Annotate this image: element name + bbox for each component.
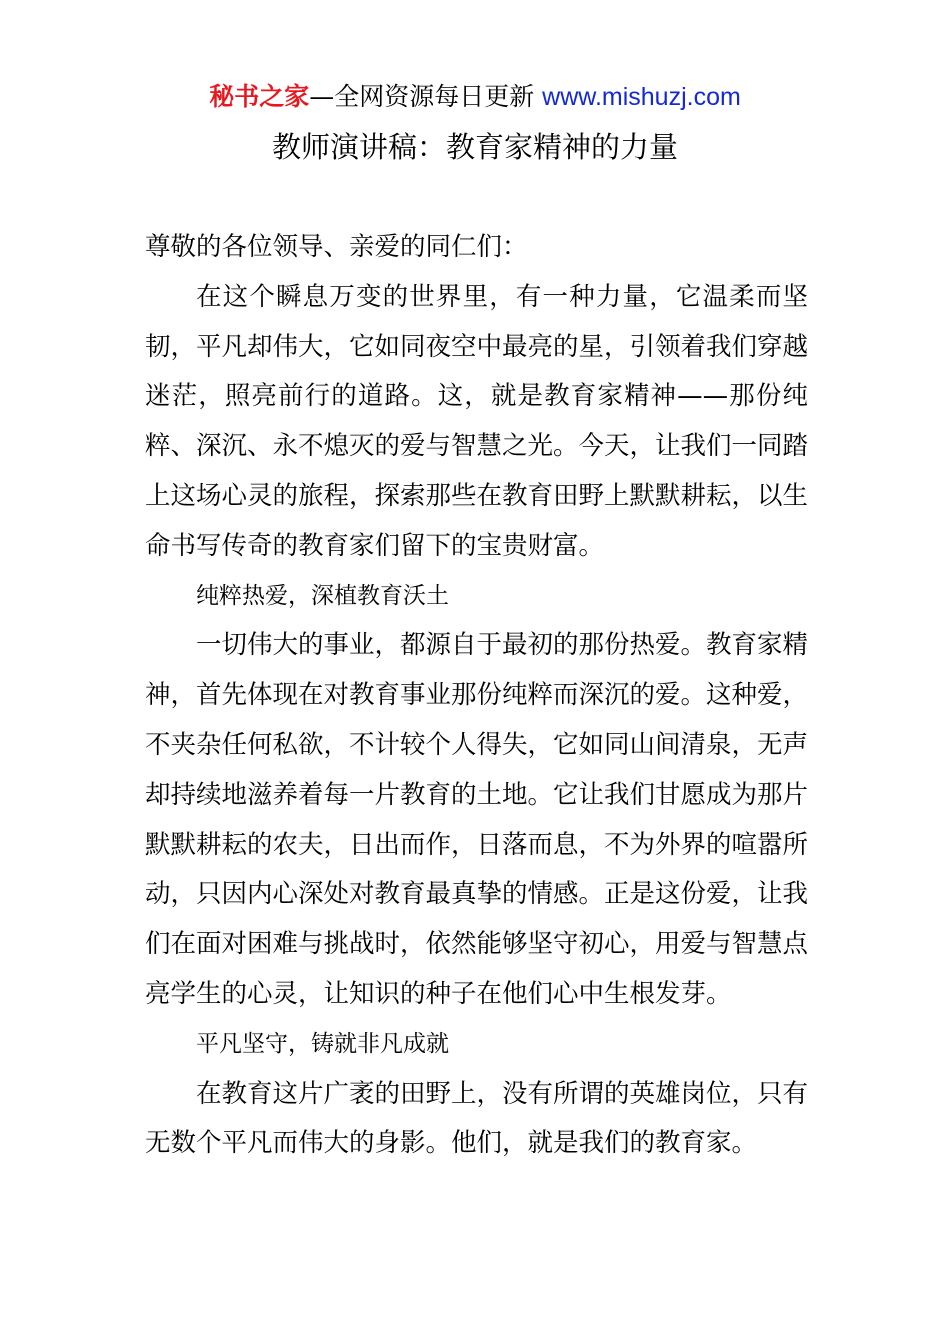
site-header bbox=[0, 80, 950, 114]
paragraph-pure-love: 一切伟大的事业，都源自于最初的那份热爱。教育家精神，首先体现在对教育事业那份纯粹而深沉的爱。这种爱，不夹杂任何私欲，不计较个人得失，它如同山间清泉，无声却持续地滋养着每一片教育的土地。它让我们甘愿成为那片默默耕耘的农夫，日出而作，日落而息，不为外界的喧嚣所动，只因内心深处对教育最真挚的情感。正是这份爱，让我们在面对困难与挑战时，依然能够坚守初心，用爱与智慧点亮学生的心灵，让知识的种子在他们心中生根发芽。 bbox=[145, 630, 809, 1009]
salutation: 尊敬的各位领导、亲爱的同仁们： bbox=[145, 232, 528, 262]
section-heading-pure-love: 纯粹热爱，深植教育沃土 bbox=[196, 582, 449, 609]
site-tagline: —全网资源每日更新 bbox=[309, 82, 543, 111]
site-url-link[interactable]: www.mishuzj.com bbox=[542, 83, 741, 111]
site-brand: 秘书之家 bbox=[209, 82, 310, 111]
document-body bbox=[145, 223, 808, 1169]
document-title: 教师演讲稿：教育家精神的力量 bbox=[271, 130, 678, 164]
section-heading-ordinary-persistence: 平凡坚守，铸就非凡成就 bbox=[196, 1030, 449, 1057]
paragraph-intro: 在这个瞬息万变的世界里，有一种力量，它温柔而坚韧，平凡却伟大，它如同夜空中最亮的星，引领着我们穿越迷茫，照亮前行的道路。这，就是教育家精神——那份纯粹、深沉、永不熄灭的爱与智慧之光。今天，让我们一同踏上这场心灵的旅程，探索那些在教育田野上默默耕耘，以生命书写传奇的教育家们留下的宝贵财富。 bbox=[145, 281, 809, 561]
paragraph-ordinary-persistence: 在教育这片广袤的田野上，没有所谓的英雄岗位，只有无数个平凡而伟大的身影。他们，就是我们的教育家。 bbox=[145, 1078, 809, 1159]
